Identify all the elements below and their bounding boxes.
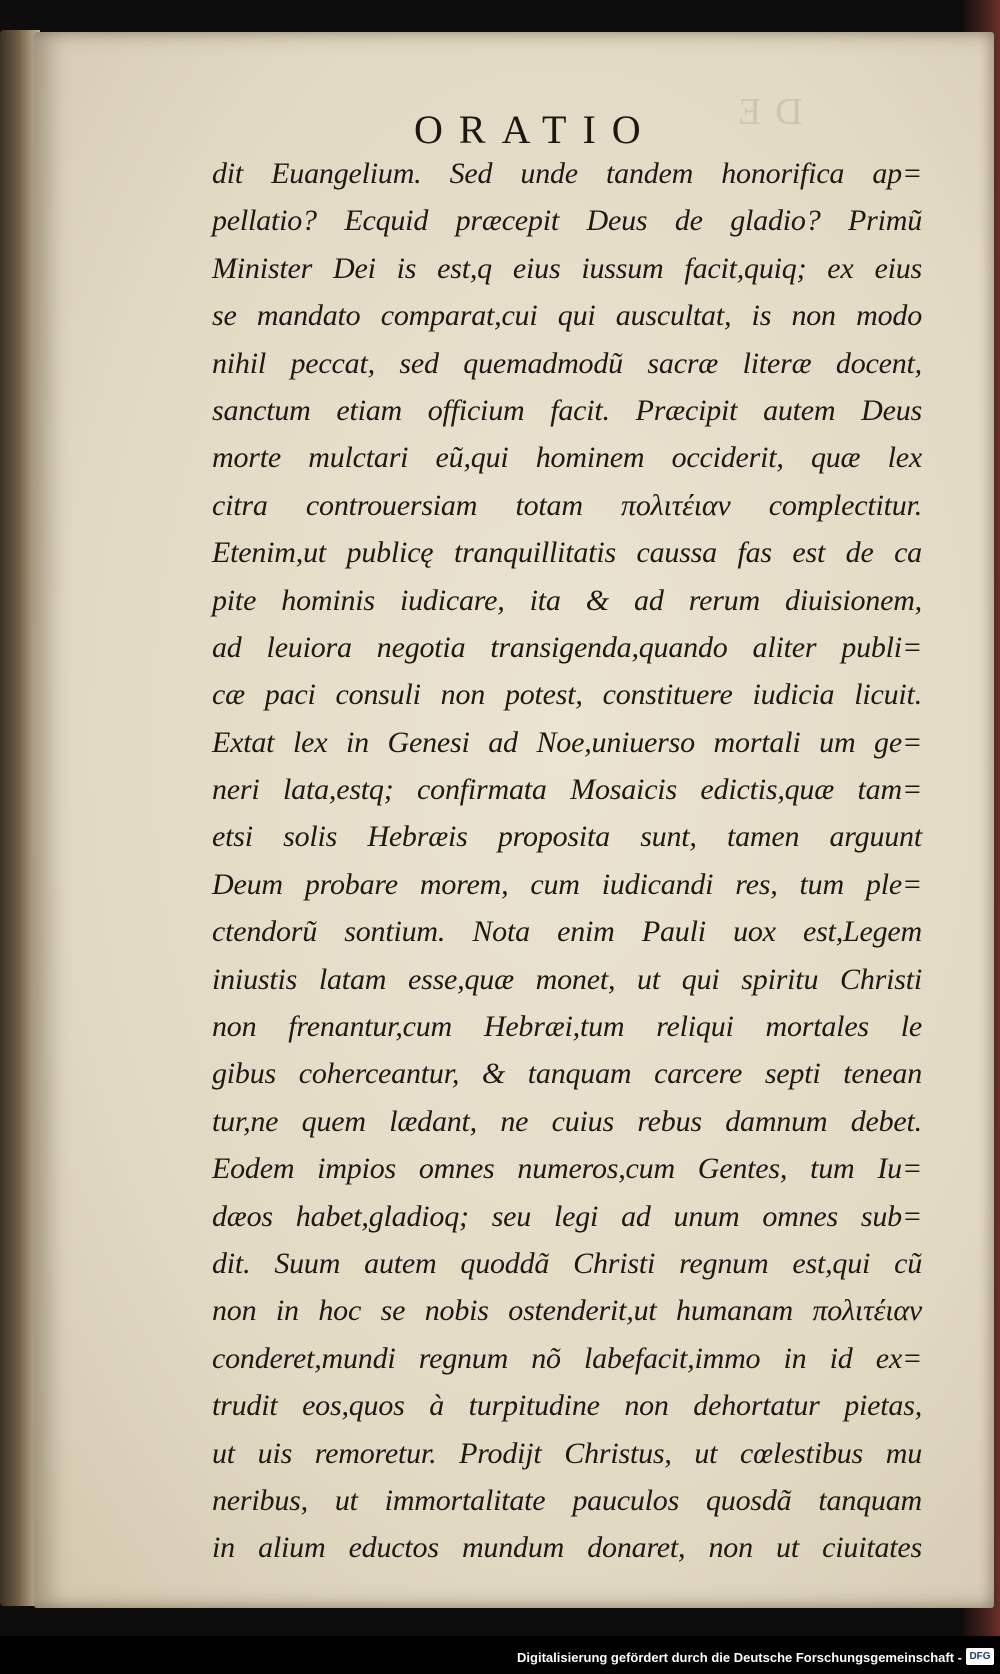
text-line: Minister Dei is est,q eius iussum facit,quiq; ex eius (212, 251, 922, 285)
text-line: ad leuiora negotia transigenda,quando aliter publi= (212, 630, 922, 664)
text-line: dit Euangelium. Sed unde tandem honorifica ap= (212, 157, 922, 190)
text-line: conderet,mundi regnum nõ labefacit,immo in id ex= (212, 1341, 922, 1375)
text-line: non in hoc se nobis ostenderit,ut humanam πολιτέιαν (212, 1294, 922, 1328)
body-text (212, 150, 922, 1572)
text-line: se mandato comparat,cui qui auscultat, is non modo (212, 299, 922, 333)
text-line: Etenim,ut publicę tranquillitatis caussa fas est de ca (212, 536, 922, 570)
text-line: gibus coherceantur, & tanquam carcere septi tenean (212, 1057, 922, 1091)
text-line: morte mulctari eũ,qui hominem occiderit, quæ lex (212, 441, 922, 475)
text-line: non frenantur,cum Hebræi,tum reliqui mortales le (212, 1010, 922, 1044)
text-line: tur,ne quem lædant, ne cuius rebus damnum debet. (212, 1104, 922, 1138)
funding-credit: Digitalisierung gefördert durch die Deutsche Forschungsgemeinschaft - (517, 1650, 962, 1665)
text-line: cæ paci consuli non potest, constituere iudicia licuit. (212, 678, 922, 712)
text-line: dæos habet,gladioq; seu legi ad unum omnes sub= (212, 1199, 922, 1233)
text-line: neribus, ut immortalitate pauculos quosdã tanquam (212, 1483, 922, 1517)
text-line: etsi solis Hebræis proposita sunt, tamen arguunt (212, 820, 922, 854)
text-line: Deum probare morem, cum iudicandi res, tum ple= (212, 867, 922, 901)
text-line: pellatio? Ecquid præcepit Deus de gladio? Primũ (212, 204, 922, 238)
text-line: ut uis remoretur. Prodijt Christus, ut cœlestibus mu (212, 1436, 922, 1470)
text-line: citra controuersiam totam πολιτέιαν complectitur. (212, 488, 922, 522)
text-line: nihil peccat, sed quemadmodũ sacræ literæ docent, (212, 346, 922, 380)
book-page (34, 32, 994, 1608)
dfg-logo: DFG (966, 1648, 994, 1665)
text-line: Eodem impios omnes numeros,cum Gentes, tum Iu= (212, 1152, 922, 1186)
text-line: Extat lex in Genesi ad Noe,uniuerso mortali um ge= (212, 725, 922, 759)
text-line: in alium eductos mundum donaret, non ut ciuitates (212, 1531, 922, 1565)
text-line: sanctum etiam officium facit. Præcipit autem Deus (212, 393, 922, 427)
running-head: ORATIO (414, 107, 657, 152)
text-line: neri lata,estq; confirmata Mosaicis edictis,quæ tam= (212, 773, 922, 807)
text-line: iniustis latam esse,quæ monet, ut qui spiritu Christi (212, 962, 922, 996)
bleed-through-header: DE (724, 91, 803, 133)
text-line: pite hominis iudicare, ita & ad rerum diuisionem, (212, 583, 922, 617)
text-line: trudit eos,quos à turpitudine non dehortatur pietas, (212, 1389, 922, 1423)
text-line: ctendorũ sontium. Nota enim Pauli uox est,Legem (212, 915, 922, 949)
text-line: dit. Suum autem quoddã Christi regnum est,qui cũ (212, 1246, 922, 1280)
footer-bar (0, 1636, 1000, 1674)
